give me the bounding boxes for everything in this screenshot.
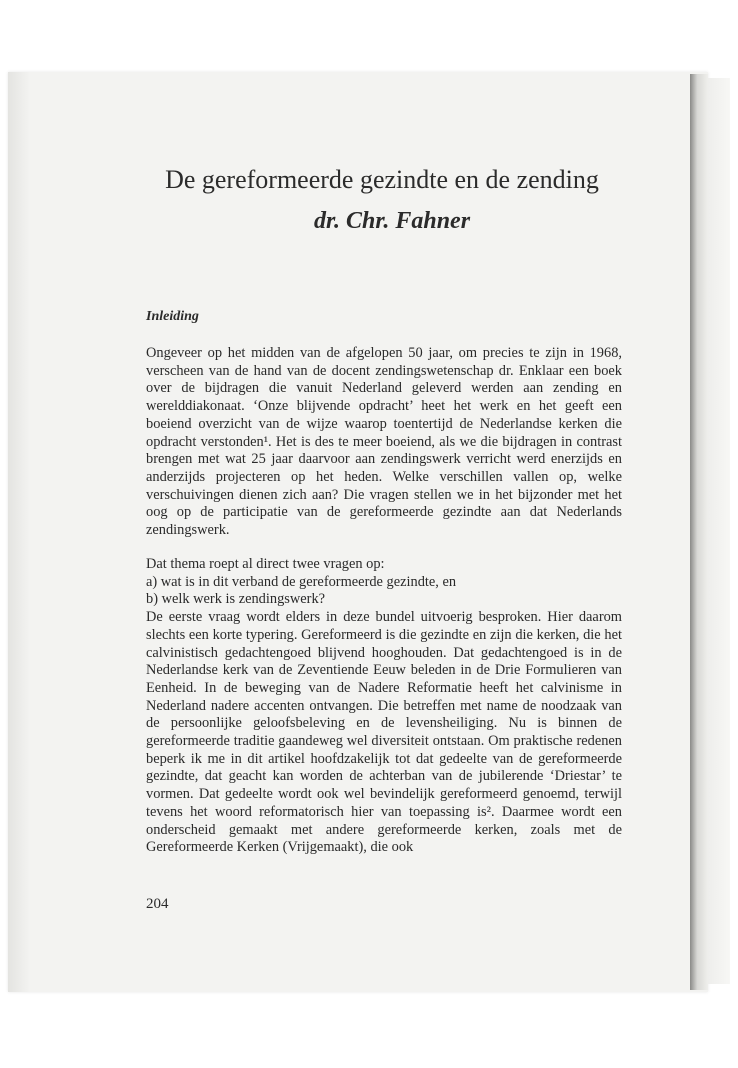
body-paragraph-1: Ongeveer op het midden van de afgelopen 50 jaar, om precies te zijn in 1968, verscheen van de hand van de docent zendingswetenschap dr. Enklaar een boek over de bijdragen die vanuit Nederland geleverd werden aan zending en werelddiakonaat. ‘Onze blijvende opdracht’ heet het werk en het geeft een boeiend overzicht van de wijze waarop toentertijd de Nederlandse kerken die opdracht verstonden¹. Het is des te meer boeiend, als we die bijdragen in contrast brengen met wat 25 jaar daarvoor aan zendingswerk verricht werd enerzijds en anderzijds projecteren op het heden. Welke verschillen vallen op, welke verschuivingen dienen zich aan? Die vragen stellen we in het bijzonder met het oog op de participatie van de gereformeerde gezindte aan dat Nederlands zendingswerk. bbox=[146, 345, 622, 539]
article-title: De gereformeerde gezindte en de zending bbox=[165, 165, 599, 194]
page-right-edge bbox=[708, 78, 730, 984]
article-author: dr. Chr. Fahner bbox=[313, 208, 471, 234]
section-heading: Inleiding bbox=[146, 309, 199, 324]
page-left-edge bbox=[8, 72, 30, 992]
page-number: 204 bbox=[146, 896, 169, 912]
page-gutter-shadow bbox=[690, 74, 708, 990]
body-paragraph-2: Dat thema roept al direct twee vragen op: a) wat is in dit verband de gereformeerde gezindte, en b) welk werk is zendingswerk? De eerste vraag wordt elders in deze bundel uitvoerig besproken. Hier daarom slechts een korte typering. Gereformeerd is die gezindte en zijn die kerken, die het calvinistisch gedachtengoed blijvend hooghouden. Dat gedachtengoed is in de Nederlandse kerk van de Zeventiende Eeuw beleden in de Drie Formulieren van Eenheid. In de beweging van de Nadere Reformatie heeft het calvinisme in Nederland nadere accenten ontvangen. Die betreffen met name de noodzaak van de persoonlijke geloofsbeleving en de levensheiliging. Nu is binnen de gereformeerde traditie gaandeweg wel diversiteit ontstaan. Om praktische redenen beperk ik me in dit artikel hoofdzakelijk tot dat gedeelte van de gereformeerde gezindte, dat geacht kan worden de achterban van de jubilerende ‘Driestar’ te vormen. Dat gedeelte wordt ook wel bevindelijk gereformeerd genoemd, terwijl tevens het woord reformatorisch hier van toepassing is². Daarmee wordt een onderscheid gemaakt met andere gereformeerde kerken, zoals met de Gereformeerde Kerken (Vrijgemaakt), die ook bbox=[146, 556, 622, 856]
